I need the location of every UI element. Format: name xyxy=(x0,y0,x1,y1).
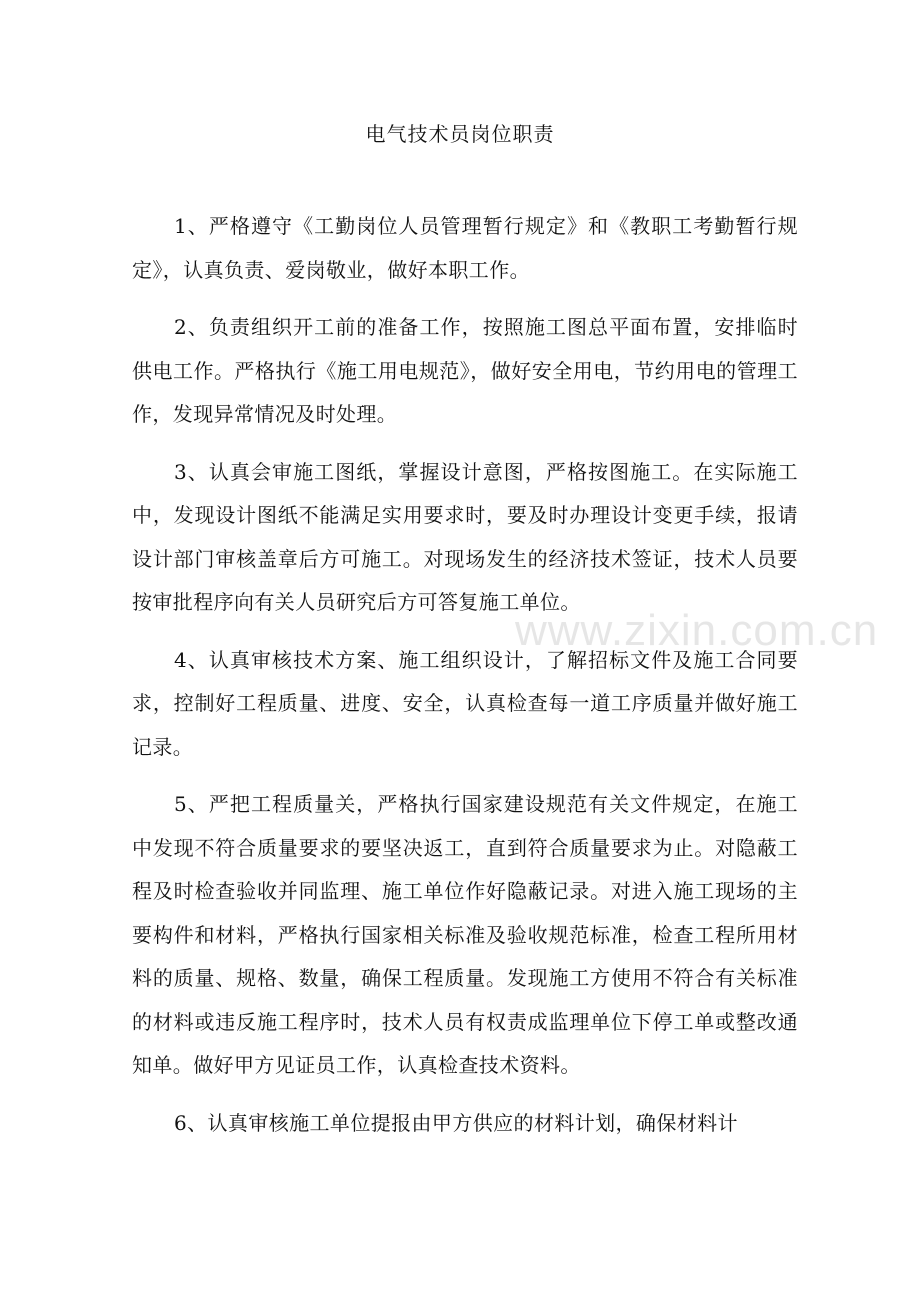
paragraph-2: 2、负责组织开工前的准备工作，按照施工图总平面布置，安排临时供电工作。严格执行《施工用电规范》，做好安全用电，节约用电的管理工作，发现异常情况及时处理。 xyxy=(132,315,798,426)
watermark: www.zixin.com.cn xyxy=(515,606,879,655)
paragraph-5: 5、严把工程质量关，严格执行国家建设规范有关文件规定，在施工中发现不符合质量要求的要坚决返工，直到符合质量要求为止。对隐蔽工程及时检查验收并同监理、施工单位作好隐蔽记录。对进入施工现场的主要构件和材料，严格执行国家相关标准及验收规范标准，检查工程所用材料的质量、规格、数量，确保工程质量。发现施工方使用不符合有关标准的材料或违反施工程序时，技术人员有权责成监理单位下停工单或整改通知单。做好甲方见证员工作，认真检查技术资料。 xyxy=(132,792,798,1077)
paragraph-6: 6、认真审核施工单位提报由甲方供应的材料计划，确保材料计 xyxy=(174,1110,738,1135)
paragraph-4: 4、认真审核技术方案、施工组织设计，了解招标文件及施工合同要求，控制好工程质量、进度、安全，认真检查每一道工序质量并做好施工记录。 xyxy=(132,647,798,759)
paragraph-3: 3、认真会审施工图纸，掌握设计意图，严格按图施工。在实际施工中，发现设计图纸不能满足实用要求时，要及时办理设计变更手续，报请设计部门审核盖章后方可施工。对现场发生的经济技术签证，技术人员要按审批程序向有关人员研究后方可答复施工单位。 xyxy=(132,459,798,614)
document-title: 电气技术员岗位职责 xyxy=(365,122,555,146)
paragraph-1: 1、严格遵守《工勤岗位人员管理暂行规定》和《教职工考勤暂行规定》，认真负责、爱岗敬业，做好本职工作。 xyxy=(132,214,798,282)
document-body xyxy=(132,205,798,1159)
